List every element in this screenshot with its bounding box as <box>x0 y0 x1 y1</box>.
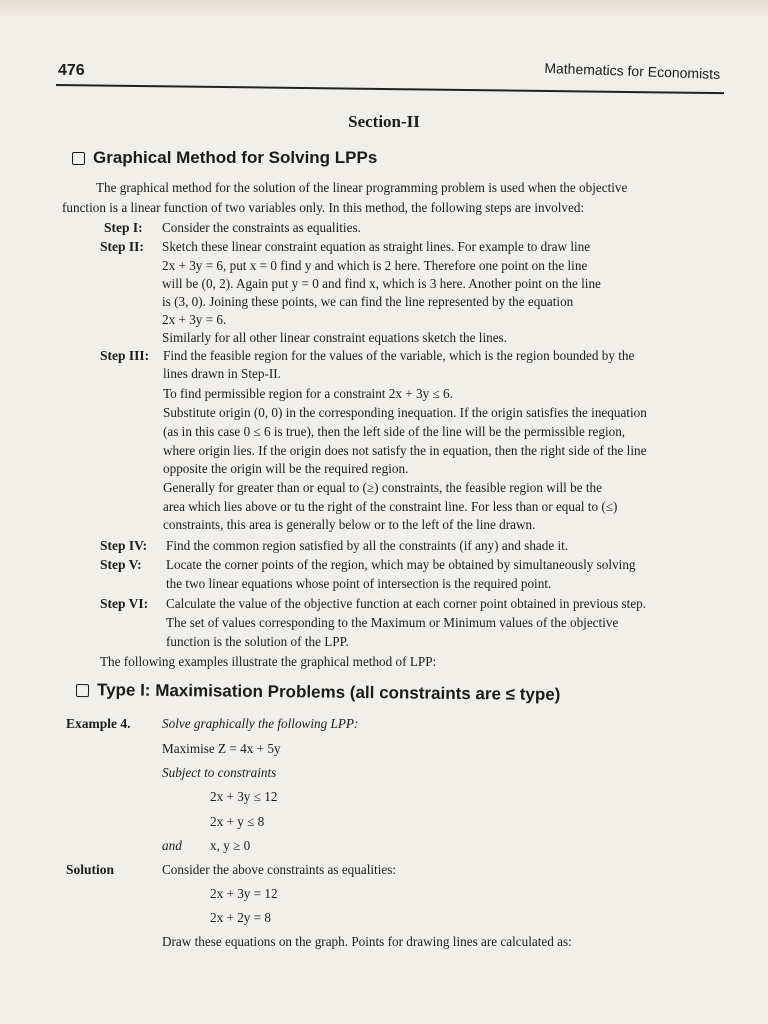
step-text-line: constraints, this area is generally below or to the left of the line drawn. <box>163 517 536 532</box>
step-label: Step IV: <box>100 538 148 553</box>
example-label: Example 4. <box>66 716 131 731</box>
step-text-line: Generally for greater than or equal to (≥) constraints, the feasible region will be the <box>163 480 602 495</box>
step-text-line: function is the solution of the LPP. <box>166 634 349 649</box>
section-title: Section-II <box>348 112 420 131</box>
checkbox-icon <box>72 152 85 165</box>
step-text-line: area which lies above or tu the right of the constraint line. For less than or equal to (≤) <box>163 499 618 514</box>
step-text-line: Consider the constraints as equalities. <box>162 220 361 235</box>
step-label: Step VI: <box>100 596 149 611</box>
heading-graphical-text: Graphical Method for Solving LPPs <box>93 148 378 167</box>
step-text-line: is (3, 0). Joining these points, we can find the line represented by the equation <box>162 294 574 309</box>
step-text-line: opposite the origin will be the required region. <box>163 461 409 476</box>
step-text-line: Find the common region satisfied by all the constraints (if any) and shade it. <box>166 538 569 553</box>
solution-intro: Consider the above constraints as equalities: <box>162 862 397 877</box>
step-text-line: 2x + 3y = 6. <box>162 312 227 327</box>
subject-to: Subject to constraints <box>162 765 277 780</box>
intro-line: The graphical method for the solution of the linear programming problem is used when the objective <box>96 180 628 195</box>
step-text-line: Find the feasible region for the values of the variable, which is the region bounded by the <box>163 348 635 363</box>
intro-line: function is a linear function of two variables only. In this method, the following steps are involved: <box>62 200 585 215</box>
step-text-line: Calculate the value of the objective function at each corner point obtained in previous step. <box>166 596 647 611</box>
step-text-line: Substitute origin (0, 0) in the corresponding inequation. If the origin satisfies the inequation <box>163 405 647 420</box>
solution-closing: Draw these equations on the graph. Points for drawing lines are calculated as: <box>162 934 572 949</box>
solution-label: Solution <box>66 862 115 877</box>
header-rule <box>56 84 724 94</box>
objective-function: Maximise Z = 4x + 5y <box>162 741 281 756</box>
step-text-line: Locate the corner points of the region, which may be obtained by simultaneously solving <box>166 557 636 572</box>
nonnegativity: x, y ≥ 0 <box>210 838 251 853</box>
step-label: Step III: <box>100 348 150 363</box>
step-text-line: Sketch these linear constraint equation as straight lines. For example to draw line <box>162 239 591 254</box>
step-text-line: Similarly for all other linear constraint equations sketch the lines. <box>162 330 507 345</box>
heading-graphical-method <box>72 148 377 168</box>
step-text-line: The set of values corresponding to the Maximum or Minimum values of the objective <box>166 615 619 630</box>
checkbox-icon <box>76 684 89 697</box>
step-label: Step II: <box>100 239 144 254</box>
step-label: Step I: <box>104 220 143 235</box>
step-label: Step V: <box>100 557 142 572</box>
step-text-line: 2x + 3y = 6, put x = 0 find y and which is 2 here. Therefore one point on the line <box>162 258 588 273</box>
closing-line: The following examples illustrate the graphical method of LPP: <box>100 654 437 669</box>
and-word: and <box>162 838 182 853</box>
step-text-line: where origin lies. If the origin does not satisfy the in equation, then the right side of the line <box>163 443 647 458</box>
step-text-line: To find permissible region for a constraint 2x + 3y ≤ 6. <box>163 386 453 401</box>
constraint: 2x + y ≤ 8 <box>210 814 265 829</box>
example-prompt: Solve graphically the following LPP: <box>162 716 359 731</box>
step-text-line: lines drawn in Step-II. <box>163 366 281 381</box>
page-number: 476 <box>58 62 85 79</box>
step-text-line: (as in this case 0 ≤ 6 is true), then the left side of the line will be the permissible region, <box>163 424 626 439</box>
running-title: Mathematics for Economists <box>544 59 721 82</box>
step-text-line: will be (0, 2). Again put y = 0 and find x, which is 3 here. Another point on the line <box>162 276 601 291</box>
equation: 2x + 3y = 12 <box>210 886 278 901</box>
equation: 2x + 2y = 8 <box>210 910 272 925</box>
heading-type1 <box>76 680 561 705</box>
constraint: 2x + 3y ≤ 12 <box>210 789 278 804</box>
step-text-line: the two linear equations whose point of intersection is the required point. <box>166 576 552 591</box>
heading-type1-text: Type I: Maximisation Problems (all constraints are ≤ type) <box>96 680 561 705</box>
